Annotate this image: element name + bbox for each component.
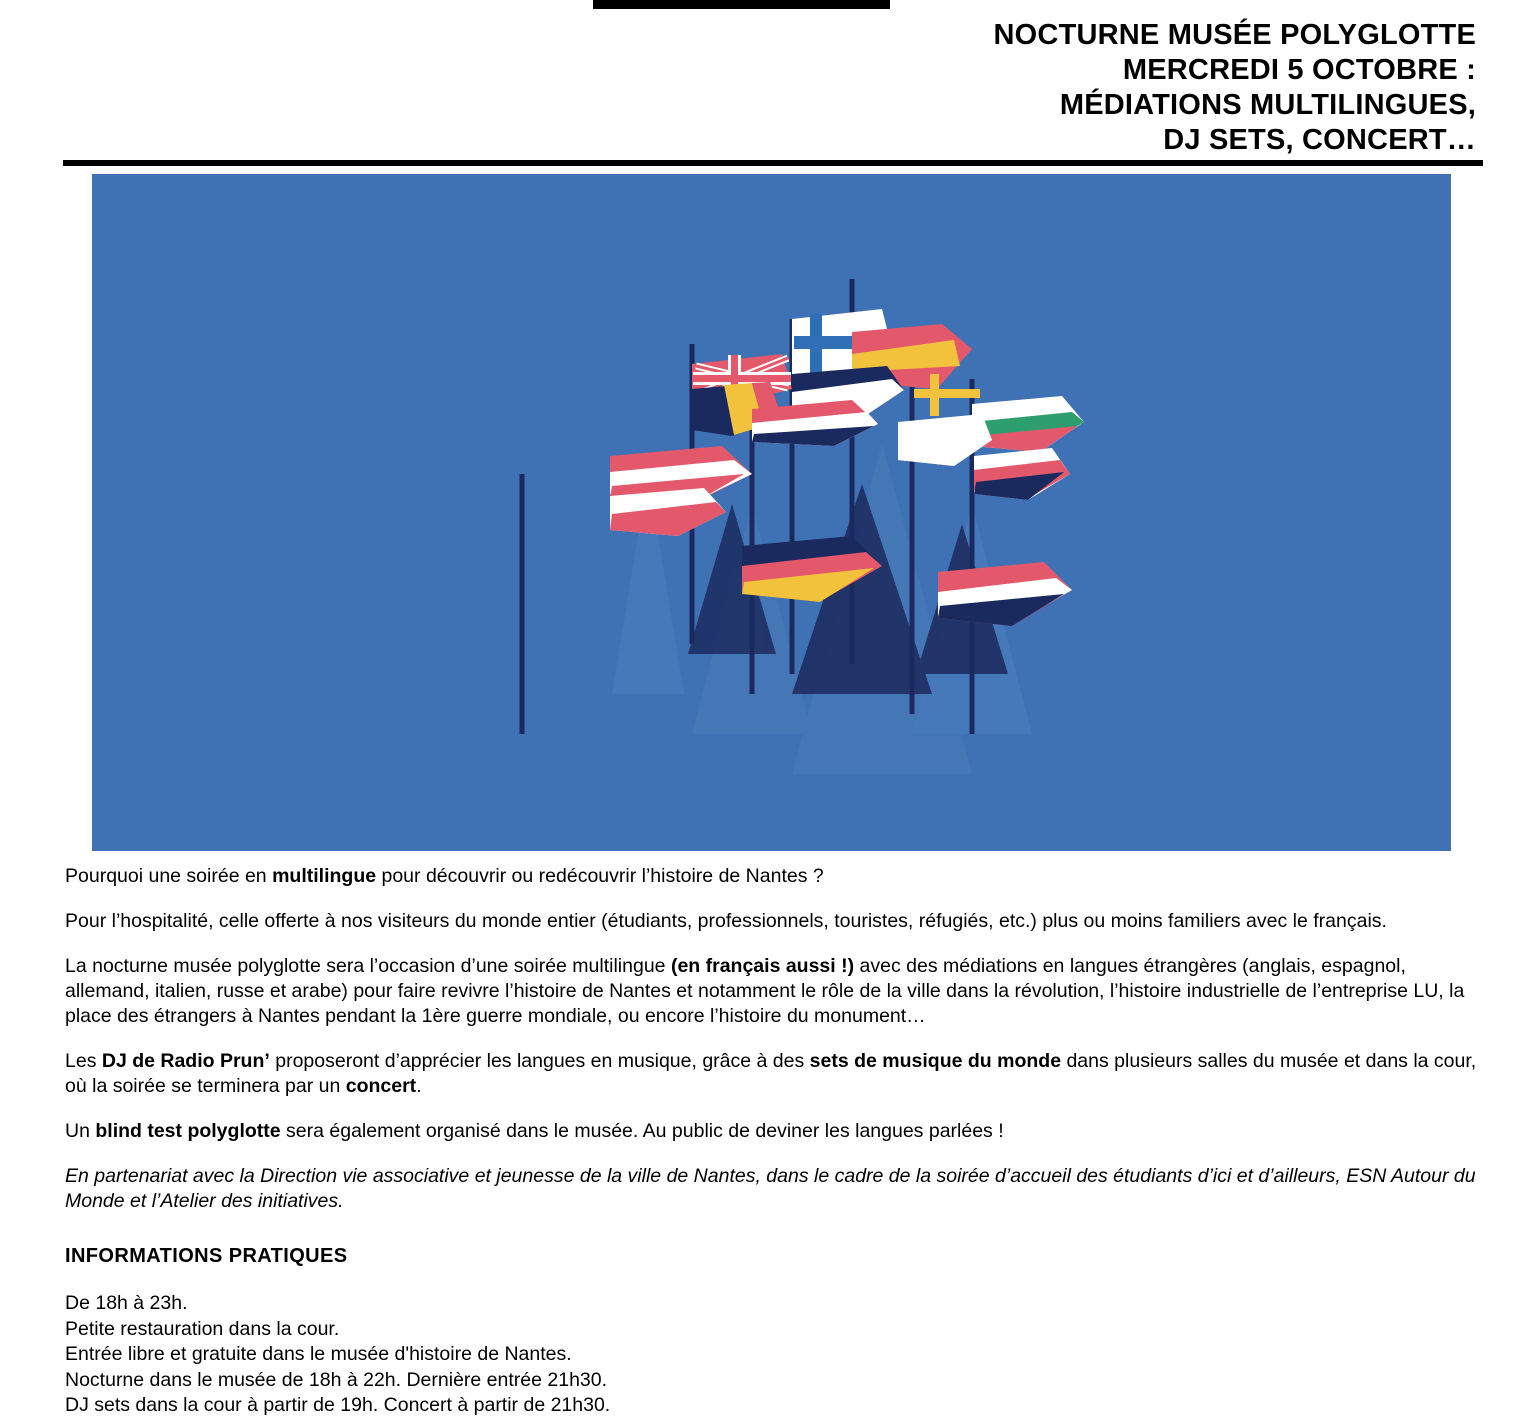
- paragraph-hospitalite: Pour l’hospitalité, celle offerte à nos visiteurs du monde entier (étudiants, professionnels, touristes, réfugiés, etc.) plus ou moins familiers avec le français.: [65, 910, 1387, 932]
- intro-text-a: Pourquoi une soirée en: [65, 865, 273, 887]
- dj-bold-concert: concert: [345, 1075, 417, 1097]
- flags-ship-svg: [92, 174, 1451, 851]
- nocturne-text-a: La nocturne musée polyglotte sera l’occasion d’une soirée multilingue: [65, 955, 671, 977]
- header-divider: [63, 160, 1483, 166]
- intro-bold: multilingue: [272, 865, 377, 887]
- title-line-4: DJ SETS, CONCERT…: [1163, 124, 1476, 156]
- blindtest-text-c: sera également organisé dans le musée. Au public de deviner les langues parlées !: [280, 1120, 1004, 1142]
- practical-line: De 18h à 23h.: [65, 1292, 188, 1314]
- paragraph-nocturne: [65, 954, 1485, 1029]
- section-title-informations-pratiques: INFORMATIONS PRATIQUES: [65, 1245, 348, 1267]
- paragraph-partenariat: [65, 1164, 1485, 1214]
- paragraph-blindtest: [65, 1119, 1485, 1144]
- dj-text-c: proposeront d’apprécier les langues en musique, grâce à des: [269, 1050, 810, 1072]
- top-rule-decoration: [593, 0, 890, 9]
- practical-line: DJ sets dans la cour à partir de 19h. Concert à partir de 21h30.: [65, 1394, 611, 1416]
- practical-line: Entrée libre et gratuite dans le musée d'histoire de Nantes.: [65, 1343, 572, 1365]
- nocturne-text-c: avec des médiations en langues étrangères (anglais, espagnol, allemand, italien, russe et arabe) pour faire revivre l’histoire de Nantes et notamment le rôle de la ville dans la révolution, l’histoire industrielle de l’entreprise LU, la place des étrangers à Nantes pendant la 1ère guerre mondiale, ou encore l’histoire du monument…: [65, 955, 1465, 1027]
- dj-text-g: .: [416, 1075, 422, 1097]
- practical-info-list: [65, 1291, 1485, 1419]
- page-title: [576, 18, 1476, 158]
- practical-line: Petite restauration dans la cour.: [65, 1317, 340, 1340]
- paragraph-dj: [65, 1049, 1485, 1099]
- dj-bold-sets: sets de musique du monde: [809, 1050, 1062, 1072]
- paragraph-intro: [65, 864, 1485, 889]
- practical-line: Nocturne dans le musée de 18h à 22h. Dernière entrée 21h30.: [65, 1368, 608, 1391]
- intro-text-c: pour découvrir ou redécouvrir l’histoire de Nantes ?: [376, 865, 824, 887]
- title-line-3: MÉDIATIONS MULTILINGUES,: [1059, 89, 1476, 121]
- dj-text-e: dans plusieurs salles du musée et dans la cour, où la soirée se terminera par un: [65, 1050, 1477, 1097]
- flags-ship-illustration: [92, 174, 1451, 851]
- nocturne-bold: (en français aussi !): [670, 955, 855, 977]
- title-line-2: MERCREDI 5 OCTOBRE :: [1122, 54, 1476, 86]
- blindtest-text-a: Un: [65, 1120, 96, 1142]
- dj-text-a: Les: [65, 1050, 102, 1072]
- dj-bold-radio: DJ de Radio Prun’: [101, 1050, 270, 1072]
- title-line-1: NOCTURNE MUSÉE POLYGLOTTE: [993, 19, 1476, 51]
- partenariat-italic: En partenariat avec la Direction vie associative et jeunesse de la ville de Nantes, dans le cadre de la soirée d’accueil des étudiants d’ici et d’ailleurs, ESN Autour du Monde et l’Atelier des initiatives.: [65, 1165, 1476, 1212]
- blindtest-bold: blind test polyglotte: [95, 1120, 281, 1142]
- article-body: [65, 864, 1485, 1419]
